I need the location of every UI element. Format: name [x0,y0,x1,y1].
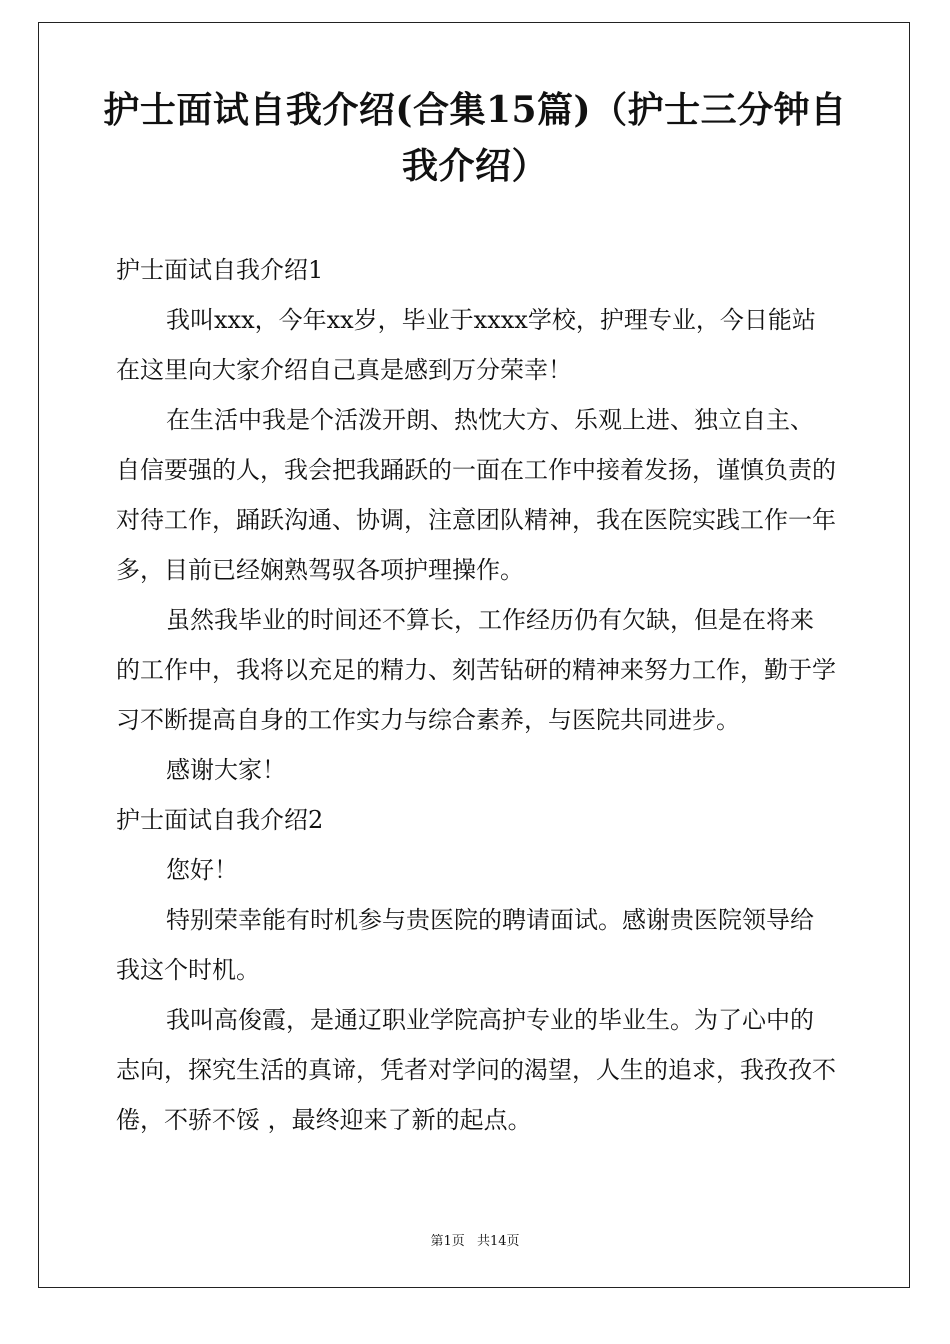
body-paragraph: 特别荣幸能有时机参与贵医院的聘请面试。感谢贵医院领导给我这个时机。 [116,906,814,984]
body-paragraph: 虽然我毕业的时间还不算长，工作经历仍有欠缺，但是在将来的工作中，我将以充足的精力、刻苦钻研的精神来努力工作，勤于学习不断提高自身的工作实力与综合素养，与医院共同进步。 [116,606,836,734]
page-number: 第1页 [430,1234,465,1249]
document-body [116,245,836,1145]
body-paragraph: 您好！ [166,856,238,884]
page-total: 共14页 [476,1234,520,1249]
page-footer [0,1233,950,1251]
section-heading: 护士面试自我介绍2 [116,806,324,834]
section-heading: 护士面试自我介绍1 [116,256,324,284]
document-title: 护士面试自我介绍(合集15篇)（护士三分钟自我介绍） [103,89,847,187]
body-paragraph: 我叫xxx，今年xx岁，毕业于xxxx学校，护理专业，今日能站在这里向大家介绍自己真是感到万分荣幸！ [116,306,816,384]
body-paragraph: 在生活中我是个活泼开朗、热忱大方、乐观上进、独立自主、自信要强的人，我会把我踊跃的一面在工作中接着发扬，谨慎负责的对待工作，踊跃沟通、协调，注意团队精神，我在医院实践工作一年多，目前已经娴熟驾驭各项护理操作。 [116,406,836,584]
body-paragraph: 感谢大家！ [166,756,286,784]
body-paragraph: 我叫高俊霞，是通辽职业学院高护专业的毕业生。为了心中的志向，探究生活的真谛，凭者对学问的渴望，人生的追求，我孜孜不倦，不骄不馁 ，最终迎来了新的起点。 [116,1006,836,1134]
